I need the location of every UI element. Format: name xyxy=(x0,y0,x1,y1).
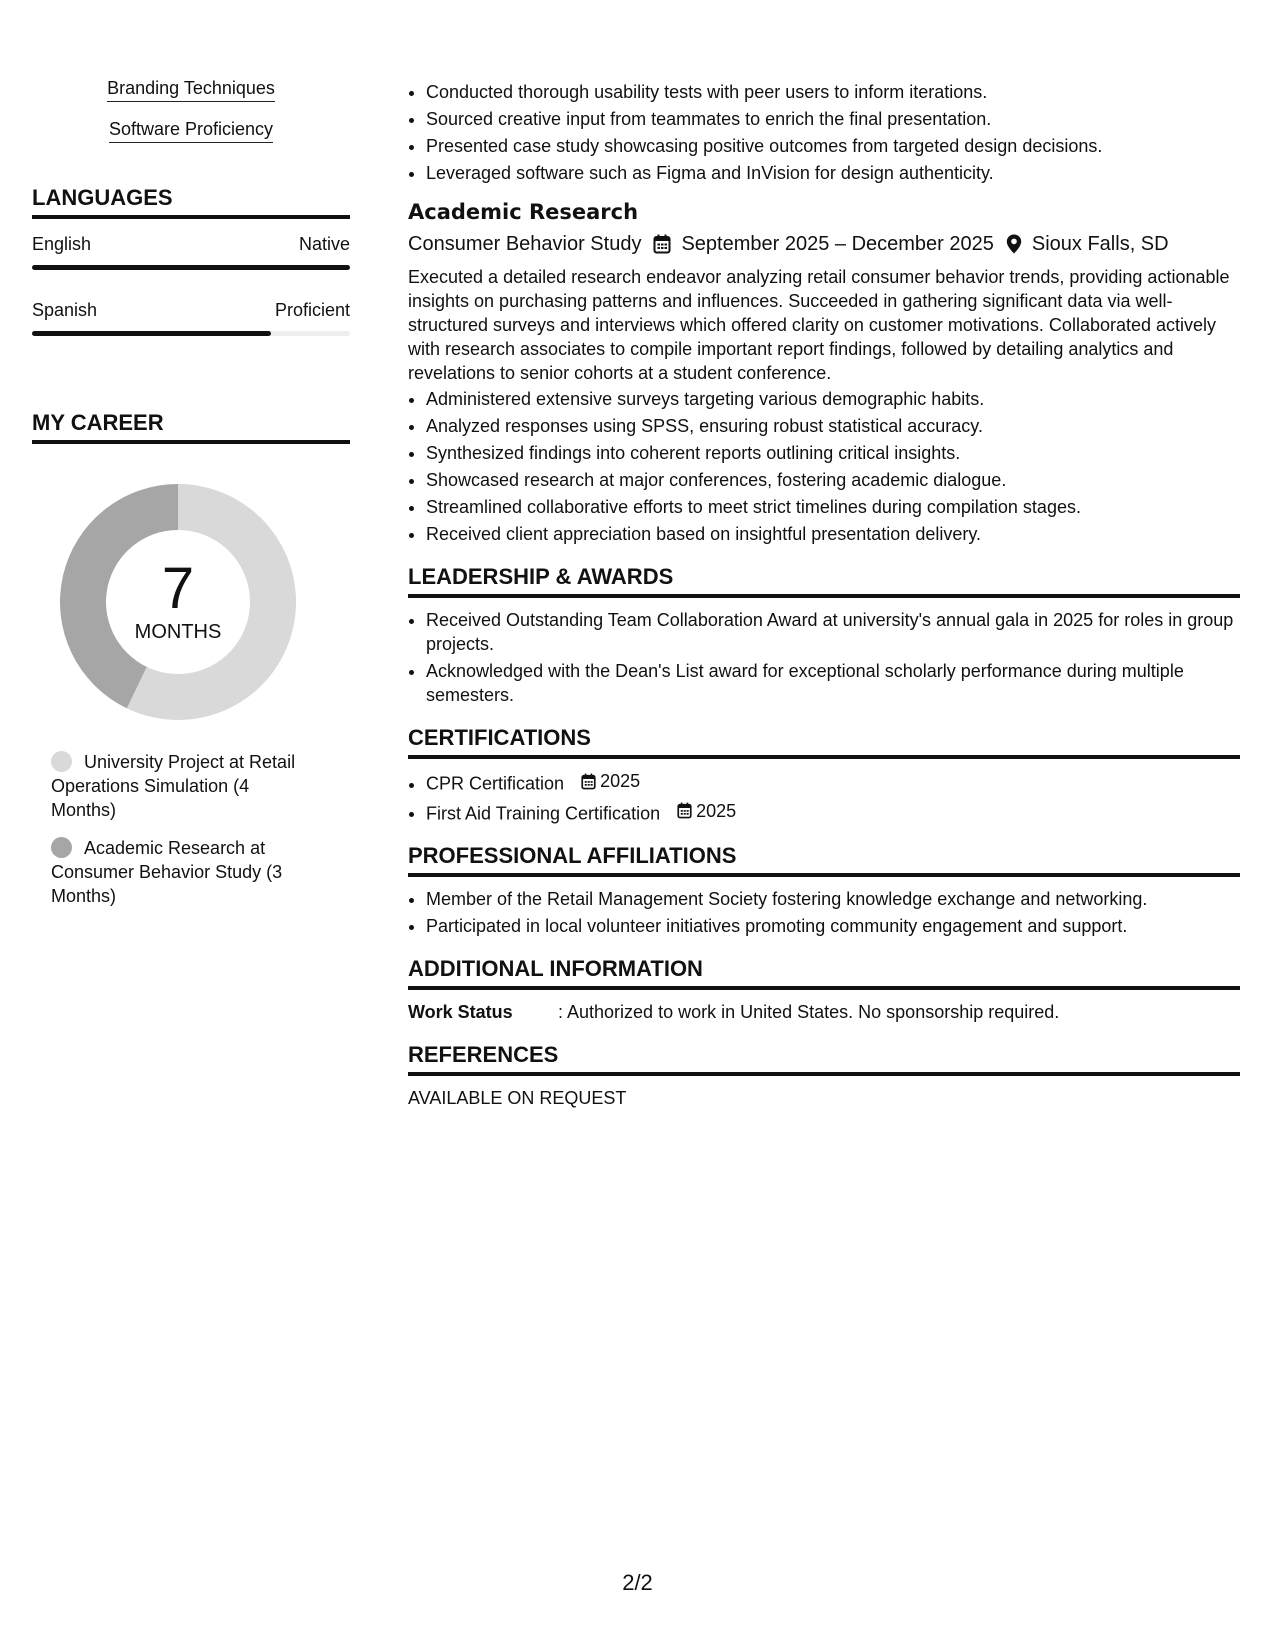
calendar-icon xyxy=(581,773,596,790)
bullet-item: • Conducted thorough usability tests with peer users to inform iterations. xyxy=(426,80,1240,104)
work-status-value: : Authorized to work in United States. No sponsorship required. xyxy=(558,1002,1060,1022)
map-pin-icon xyxy=(1006,234,1022,254)
sidebar xyxy=(32,78,350,922)
calendar-icon xyxy=(677,802,692,819)
bullet-item: • Showcased research at major conferences, fostering academic dialogue. xyxy=(426,468,1240,492)
legend-swatch xyxy=(51,751,72,772)
work-status-row xyxy=(408,1000,1240,1024)
language-item xyxy=(32,233,350,270)
certifications-list xyxy=(408,769,1240,825)
career-total-months: 7 xyxy=(161,556,195,621)
bullet-item: • Received client appreciation based on insightful presentation delivery. xyxy=(426,522,1240,546)
award-item: • Acknowledged with the Dean's List award for exceptional scholarly performance during multiple semesters. xyxy=(426,659,1240,707)
calendar-icon xyxy=(653,234,671,254)
legend-swatch xyxy=(51,837,72,858)
bullet-item: • Presented case study showcasing positive outcomes from targeted design decisions. xyxy=(426,134,1240,158)
certification-name: First Aid Training Certification xyxy=(426,803,661,823)
entry-description: Executed a detailed research endeavor analyzing retail consumer behavior trends, providing actionable insights on purchasing patterns and influences. Succeeded in gathering significant data via well-structured surveys and interviews which offered clarity on customer motivations. Collaborated actively with research associates to compile important report findings, followed by detailing analytics and revelations to senior cohorts at a student conference. xyxy=(408,267,1230,383)
bullet-item: • Administered extensive surveys targeting various demographic habits. xyxy=(426,387,1240,411)
additional-info-heading: ADDITIONAL INFORMATION xyxy=(408,956,1240,990)
affiliations-heading: PROFESSIONAL AFFILIATIONS xyxy=(408,843,1240,877)
skill-link[interactable]: Branding Techniques xyxy=(107,78,275,102)
entry-title: Academic Research xyxy=(408,200,639,224)
main-content xyxy=(408,80,1240,1110)
language-name: English xyxy=(32,234,92,254)
language-level: Native xyxy=(298,234,350,254)
language-level-bar xyxy=(32,331,350,336)
certification-item xyxy=(426,769,1240,796)
affiliations-list xyxy=(408,887,1240,938)
entry-location: Sioux Falls, SD xyxy=(1031,233,1169,255)
entry-meta xyxy=(408,231,1240,257)
language-item xyxy=(32,299,350,336)
bullet-item: • Sourced creative input from teammates to enrich the final presentation. xyxy=(426,107,1240,131)
languages-heading: LANGUAGES xyxy=(32,185,350,219)
career-donut-chart xyxy=(56,480,300,724)
references-text: AVAILABLE ON REQUEST xyxy=(408,1088,627,1108)
career-legend xyxy=(51,750,313,908)
language-level-fill xyxy=(32,331,271,336)
leadership-list xyxy=(408,608,1240,707)
language-level-fill xyxy=(32,265,350,270)
career-total-unit: MONTHS xyxy=(134,621,222,643)
language-name: Spanish xyxy=(32,300,98,320)
award-item: • Received Outstanding Team Collaboration Award at university's annual gala in 2025 for roles in group projects. xyxy=(426,608,1240,656)
entry-organization: Consumer Behavior Study xyxy=(408,233,642,255)
entry-dates: September 2025 – December 2025 xyxy=(681,233,994,255)
certification-year: 2025 xyxy=(600,771,641,791)
bullet-item: • Analyzed responses using SPSS, ensuring robust statistical accuracy. xyxy=(426,414,1240,438)
legend-label: University Project at Retail Operations Simulation (4 Months) xyxy=(51,752,296,820)
bullet-item: • Leveraged software such as Figma and InVision for design authenticity. xyxy=(426,161,1240,185)
language-level: Proficient xyxy=(274,300,350,320)
entry-bullets xyxy=(408,387,1240,546)
affiliation-item: • Member of the Retail Management Society fostering knowledge exchange and networking. xyxy=(426,887,1240,911)
bullet-item: • Synthesized findings into coherent reports outlining critical insights. xyxy=(426,441,1240,465)
legend-item xyxy=(51,836,313,908)
career-heading: MY CAREER xyxy=(32,410,350,444)
certification-item xyxy=(426,799,1240,826)
page-number: 2/2 xyxy=(622,1570,653,1595)
legend-label: Academic Research at Consumer Behavior Study (3 Months) xyxy=(51,838,283,906)
bullet-item: • Streamlined collaborative efforts to meet strict timelines during compilation stages. xyxy=(426,495,1240,519)
certifications-heading: CERTIFICATIONS xyxy=(408,725,1240,759)
legend-item xyxy=(51,750,313,822)
certification-name: CPR Certification xyxy=(426,773,565,794)
skill-link[interactable]: Software Proficiency xyxy=(109,119,273,143)
certification-year: 2025 xyxy=(696,800,737,821)
affiliation-item: • Participated in local volunteer initiatives promoting community engagement and support. xyxy=(426,914,1240,938)
work-status-label: Work Status xyxy=(408,1002,513,1022)
previous-entry-bullets xyxy=(408,80,1240,185)
references-heading: REFERENCES xyxy=(408,1042,1240,1076)
leadership-heading: LEADERSHIP & AWARDS xyxy=(408,564,1240,598)
language-level-bar xyxy=(32,265,350,270)
